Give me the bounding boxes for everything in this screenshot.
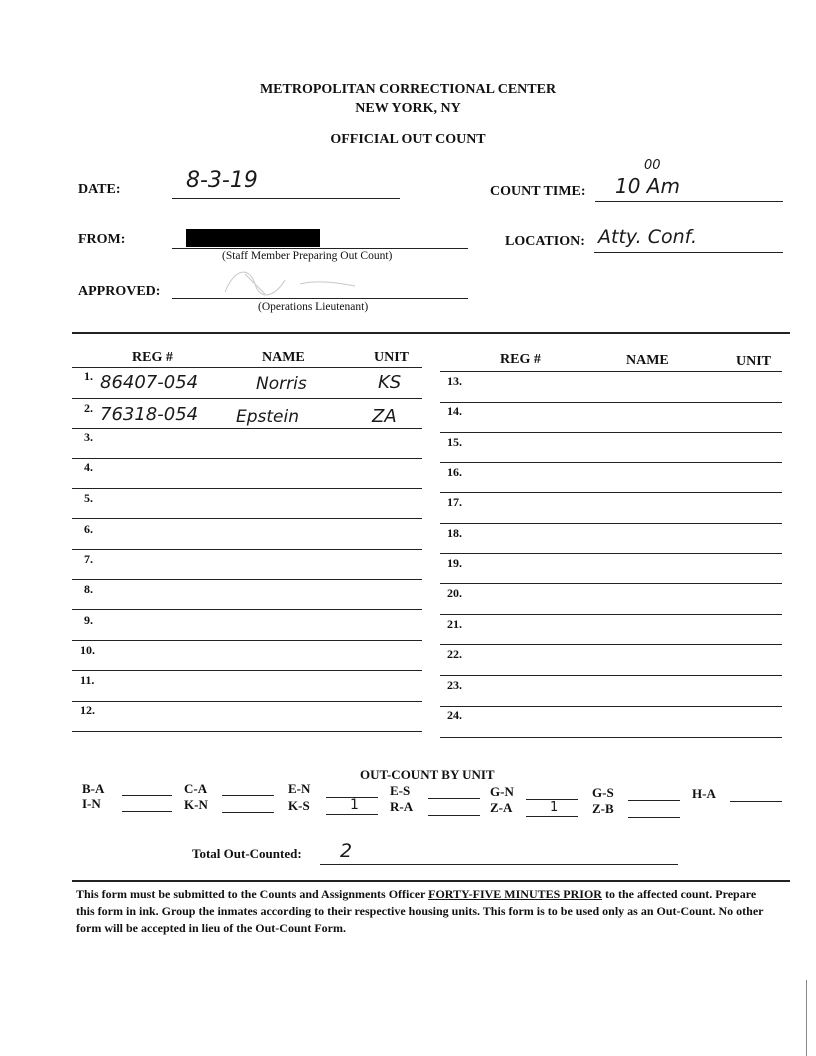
left-row-line: [72, 458, 422, 459]
unit-count-value: 1: [550, 800, 559, 815]
right-row-line: [440, 402, 782, 403]
right-row-number: 13.: [447, 374, 462, 388]
unit-code: K-N: [184, 797, 208, 812]
right-unit-header: UNIT: [736, 354, 772, 369]
redaction-block: [186, 229, 320, 247]
right-row-number: 15.: [447, 435, 462, 449]
unit-code: Z-A: [490, 800, 513, 815]
right-reg-header: REG #: [500, 352, 541, 367]
right-name-header: NAME: [626, 353, 669, 368]
institution-title: METROPOLITAN CORRECTIONAL CENTER: [259, 82, 557, 97]
left-header-line: [72, 367, 422, 368]
unit-code: B-A: [82, 781, 105, 796]
right-row-line: [440, 706, 782, 707]
form-title: OFFICIAL OUT COUNT: [330, 132, 486, 147]
unit-blank: [222, 812, 274, 813]
unit-code: H-A: [692, 786, 716, 801]
left-row-number: 6.: [84, 522, 93, 536]
unit-code: Z-B: [592, 801, 614, 816]
left-row-name: Norris: [256, 374, 307, 394]
right-row-line: [440, 737, 782, 738]
left-row-line: [72, 428, 422, 429]
left-row-line: [72, 398, 422, 399]
left-row-number: 8.: [84, 582, 93, 596]
approved-label: APPROVED:: [78, 284, 161, 299]
right-row-line: [440, 371, 782, 372]
left-row-number: 1.: [84, 369, 93, 383]
left-row-line: [72, 701, 422, 702]
left-row-number: 7.: [84, 552, 93, 566]
left-unit-header: UNIT: [374, 350, 410, 365]
left-row-line: [72, 518, 422, 519]
footer-deadline: FORTY-FIVE MINUTES PRIOR: [428, 887, 602, 901]
right-row-line: [440, 644, 782, 645]
left-row-line: [72, 640, 422, 641]
unit-blank: [730, 801, 782, 802]
left-row-line: [72, 579, 422, 580]
right-row-number: 18.: [447, 526, 462, 540]
left-row-name: Epstein: [236, 407, 300, 427]
institution-location: NEW YORK, NY: [355, 101, 461, 116]
right-row-number: 23.: [447, 678, 462, 692]
date-value: 8-3-19: [186, 168, 258, 193]
left-name-header: NAME: [262, 350, 305, 365]
unit-blank: [122, 811, 172, 812]
total-line: [320, 864, 678, 865]
right-row-line: [440, 675, 782, 676]
right-row-line: [440, 553, 782, 554]
left-row-number: 2.: [84, 401, 93, 415]
out-count-title: OUT-COUNT BY UNIT: [360, 767, 495, 782]
right-row-number: 20.: [447, 586, 462, 600]
count-time-label: COUNT TIME:: [490, 184, 586, 199]
footer-instructions: [76, 886, 776, 937]
left-row-number: 11.: [80, 673, 95, 687]
unit-blank: [428, 815, 480, 816]
count-time-line: [595, 201, 783, 202]
section-divider: [72, 332, 790, 334]
right-row-number: 14.: [447, 404, 462, 418]
date-label: DATE:: [78, 182, 121, 197]
right-row-number: 21.: [447, 617, 462, 631]
approved-line: [172, 298, 468, 299]
left-row-line: [72, 549, 422, 550]
unit-code: G-N: [490, 784, 514, 799]
total-label: Total Out-Counted:: [192, 846, 302, 861]
unit-code: R-A: [390, 799, 414, 814]
unit-blank: [526, 816, 578, 817]
date-line: [172, 198, 400, 199]
right-row-number: 17.: [447, 495, 462, 509]
left-row-number: 9.: [84, 613, 93, 627]
unit-count-value: 1: [350, 797, 359, 813]
approved-caption: (Operations Lieutenant): [258, 301, 369, 313]
unit-code: K-S: [288, 798, 310, 813]
left-row-line: [72, 488, 422, 489]
right-row-line: [440, 462, 782, 463]
right-row-number: 19.: [447, 556, 462, 570]
footer-divider: [72, 880, 790, 882]
unit-blank: [628, 800, 680, 801]
count-time-value: 10 Am: [615, 174, 680, 198]
left-row-unit: KS: [378, 372, 402, 393]
right-row-number: 22.: [447, 647, 462, 661]
from-line: [172, 248, 468, 249]
right-row-line: [440, 492, 782, 493]
unit-blank: [428, 798, 480, 799]
unit-blank: [326, 814, 378, 815]
location-label: LOCATION:: [505, 234, 585, 249]
left-row-number: 4.: [84, 460, 93, 474]
unit-blank: [222, 795, 274, 796]
footer-text-b: to the affected count. Prepare this form in ink. Group the inmates according to their respective housing units. This form is to be used only as an Out-Count. No other form will be accepted in lieu of the Out-Count Form.: [76, 887, 764, 935]
left-row-number: 10.: [80, 643, 95, 657]
right-row-number: 16.: [447, 465, 462, 479]
left-row-number: 5.: [84, 491, 93, 505]
left-row-reg: 76318-054: [100, 404, 199, 425]
unit-code: E-S: [390, 783, 411, 798]
unit-code: G-S: [592, 785, 614, 800]
left-row-line: [72, 609, 422, 610]
right-row-line: [440, 583, 782, 584]
total-value: 2: [340, 840, 353, 862]
left-row-line: [72, 731, 422, 732]
right-row-line: [440, 614, 782, 615]
left-row-unit: ZA: [372, 406, 397, 427]
location-line: [594, 252, 783, 253]
count-time-superscript: 00: [644, 158, 661, 173]
unit-code: C-A: [184, 781, 208, 796]
scan-edge: [806, 980, 807, 1056]
location-value: Atty. Conf.: [598, 226, 698, 248]
right-row-line: [440, 432, 782, 433]
right-row-number: 24.: [447, 708, 462, 722]
right-row-line: [440, 523, 782, 524]
left-reg-header: REG #: [132, 350, 173, 365]
unit-code: E-N: [288, 781, 311, 796]
unit-blank: [122, 795, 172, 796]
unit-blank: [628, 817, 680, 818]
unit-code: I-N: [82, 796, 101, 811]
faint-signature: [205, 262, 365, 302]
footer-text-a: This form must be submitted to the Counts and Assignments Officer: [76, 887, 429, 901]
left-row-number: 12.: [80, 703, 95, 717]
from-caption: (Staff Member Preparing Out Count): [222, 250, 393, 262]
from-label: FROM:: [78, 232, 126, 247]
left-row-reg: 86407-054: [100, 372, 199, 393]
left-row-number: 3.: [84, 430, 93, 444]
left-row-line: [72, 670, 422, 671]
